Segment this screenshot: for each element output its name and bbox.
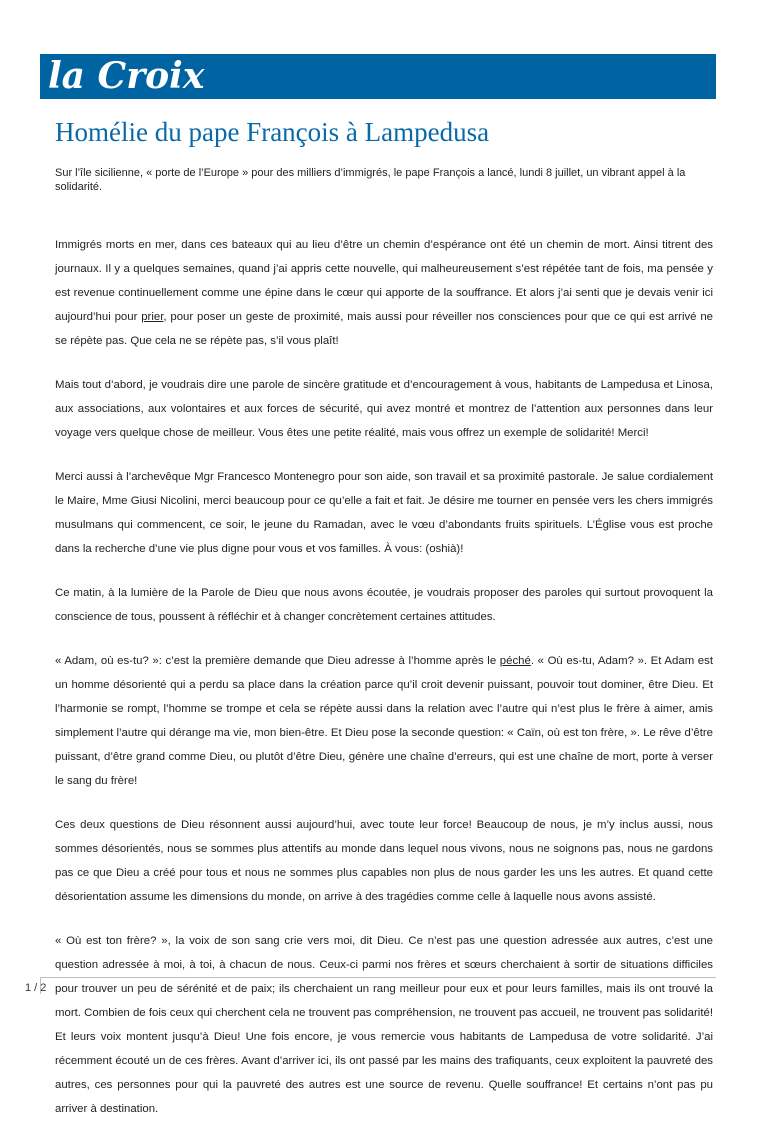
paragraph-5-text-b: . « Où es-tu, Adam? ». Et Adam est un homme désorienté qui a perdu sa place dans la création parce qu’il croit devenir puissant, pouvoir tout dominer, être Dieu. Et l’harmonie se rompt, l’homme se trompe et cela se répète aussi dans la relation avec l’autre qui n’est plus le frère à aimer, amis simplement l’autre qui dérange ma vie, mon bien-être. Et Dieu pose la seconde question: « Caïn, où est ton frère, ». Le rêve d’être puissant, d’être grand comme Dieu, ou plutôt d’être Dieu, génère une chaîne d’erreurs, qui est une chaîne de mort, porte à verser le sang du frère! (55, 655, 714, 787)
paragraph-1-text-a: Immigrés morts en mer, dans ces bateaux qui au lieu d’être un chemin d’espérance ont été un chemin de mort. Ainsi titrent des journaux. Il y a quelques semaines, quand j’ai appris cette nouvelle, qui malheureusement s’est répétée tant de fois, ma pensée y est revenue continuellement comme une épine dans le cœur qui apporte de la souffrance. Et alors j’ai senti que je devais venir ici aujourd’hui pour (55, 239, 713, 323)
la-croix-logo: la Croix (48, 55, 205, 97)
paragraph-2: Mais tout d’abord, je voudrais dire une parole de sincère gratitude et d’encouragement à vous, habitants de Lampedusa et Linosa, aux associations, aux volontaires et aux forces de sécurité, qui avez montré et montrez de l’attention aux personnes dans leur voyage vers quelque chose de meilleur. Vous êtes une petite réalité, mais vous offrez un exemple de solidarité! Merci! (55, 379, 713, 439)
paragraph-7: « Où est ton frère? », la voix de son sang crie vers moi, dit Dieu. Ce n’est pas une question adressée aux autres, c’est une question adressée à moi, à toi, à chacun de nous. Ceux-ci parmi nos frères et sœurs cherchaient à sortir de situations difficiles pour trouver un peu de sérénité et de paix; ils cherchaient un rang meilleur pour eux et pour leurs familles, mais ils ont trouvé la mort. Combien de fois ceux qui cherchent cela ne trouvent pas compréhension, ne trouvent pas accueil, ne trouvent pas solidarité! Et leurs voix montent jusqu’à Dieu! Une fois encore, je vous remercie vous habitants de Lampedusa de votre solidarité. J’ai récemment écouté un de ces frères. Avant d’arriver ici, ils ont passé par les mains des trafiquants, ceux exploitent la pauvreté des autres, ces personnes pour qui la pauvreté des autres est une source de revenu. Quelle souffrance! Et certains n’ont pas pu arriver à destination. (55, 935, 713, 1115)
paragraph-1-text-b: , pour poser un geste de proximité, mais aussi pour réveiller nos consciences pour que ce qui est arrivé ne se répète pas. Que cela ne se répète pas, s’il vous plaît! (55, 311, 714, 347)
paragraph-6: Ces deux questions de Dieu résonnent aussi aujourd’hui, avec toute leur force! Beaucoup de nous, je m’y inclus aussi, nous sommes désorientés, nous se sommes plus attentifs au monde dans lequel nous vivons, nous ne soignons pas, nous ne gardons pas ce que Dieu a créé pour tous et nous ne sommes plus capables non plus de nous garder les uns les autres. Et quand cette désorientation assume les dimensions du monde, on arrive à des tragédies comme celle à laquelle nous avons assisté. (55, 819, 713, 903)
page-number: 1 / 2 (25, 982, 47, 994)
article-intro: Sur l’île sicilienne, « porte de l’Europe » pour des milliers d’immigrés, le pape François a lancé, lundi 8 juillet, un vibrant appel à la solidarité. (55, 167, 686, 193)
footer-divider (40, 977, 716, 978)
paragraph-3: Merci aussi à l’archevêque Mgr Francesco Montenegro pour son aide, son travail et sa proximité pastorale. Je salue cordialement le Maire, Mme Giusi Nicolini, merci beaucoup pour ce qu’elle a fait et fait. Je désire me tourner en pensée vers les chers immigrés musulmans qui commencent, ce soir, le jeune du Ramadan, avec le vœu d’abondants fruits spirituels. L’Église vous est proche dans la recherche d’une vie plus digne pour vous et vos familles. À vous: (oshià)! (55, 471, 713, 555)
article-body (55, 233, 713, 1141)
masthead-banner (40, 54, 716, 99)
paragraph-5 (55, 649, 713, 793)
link-prier[interactable]: prier (141, 311, 164, 323)
article-title: Homélie du pape François à Lampedusa (55, 117, 490, 147)
link-peche[interactable]: péché (499, 655, 531, 667)
paragraph-4: Ce matin, à la lumière de la Parole de Dieu que nous avons écoutée, je voudrais proposer des paroles qui surtout provoquent la conscience de tous, poussent à réfléchir et à changer concrètement certaines attitudes. (55, 587, 713, 623)
paragraph-5-text-a: « Adam, où es-tu? »: c’est la première demande que Dieu adresse à l’homme après le (55, 655, 500, 667)
paragraph-1 (55, 233, 713, 353)
